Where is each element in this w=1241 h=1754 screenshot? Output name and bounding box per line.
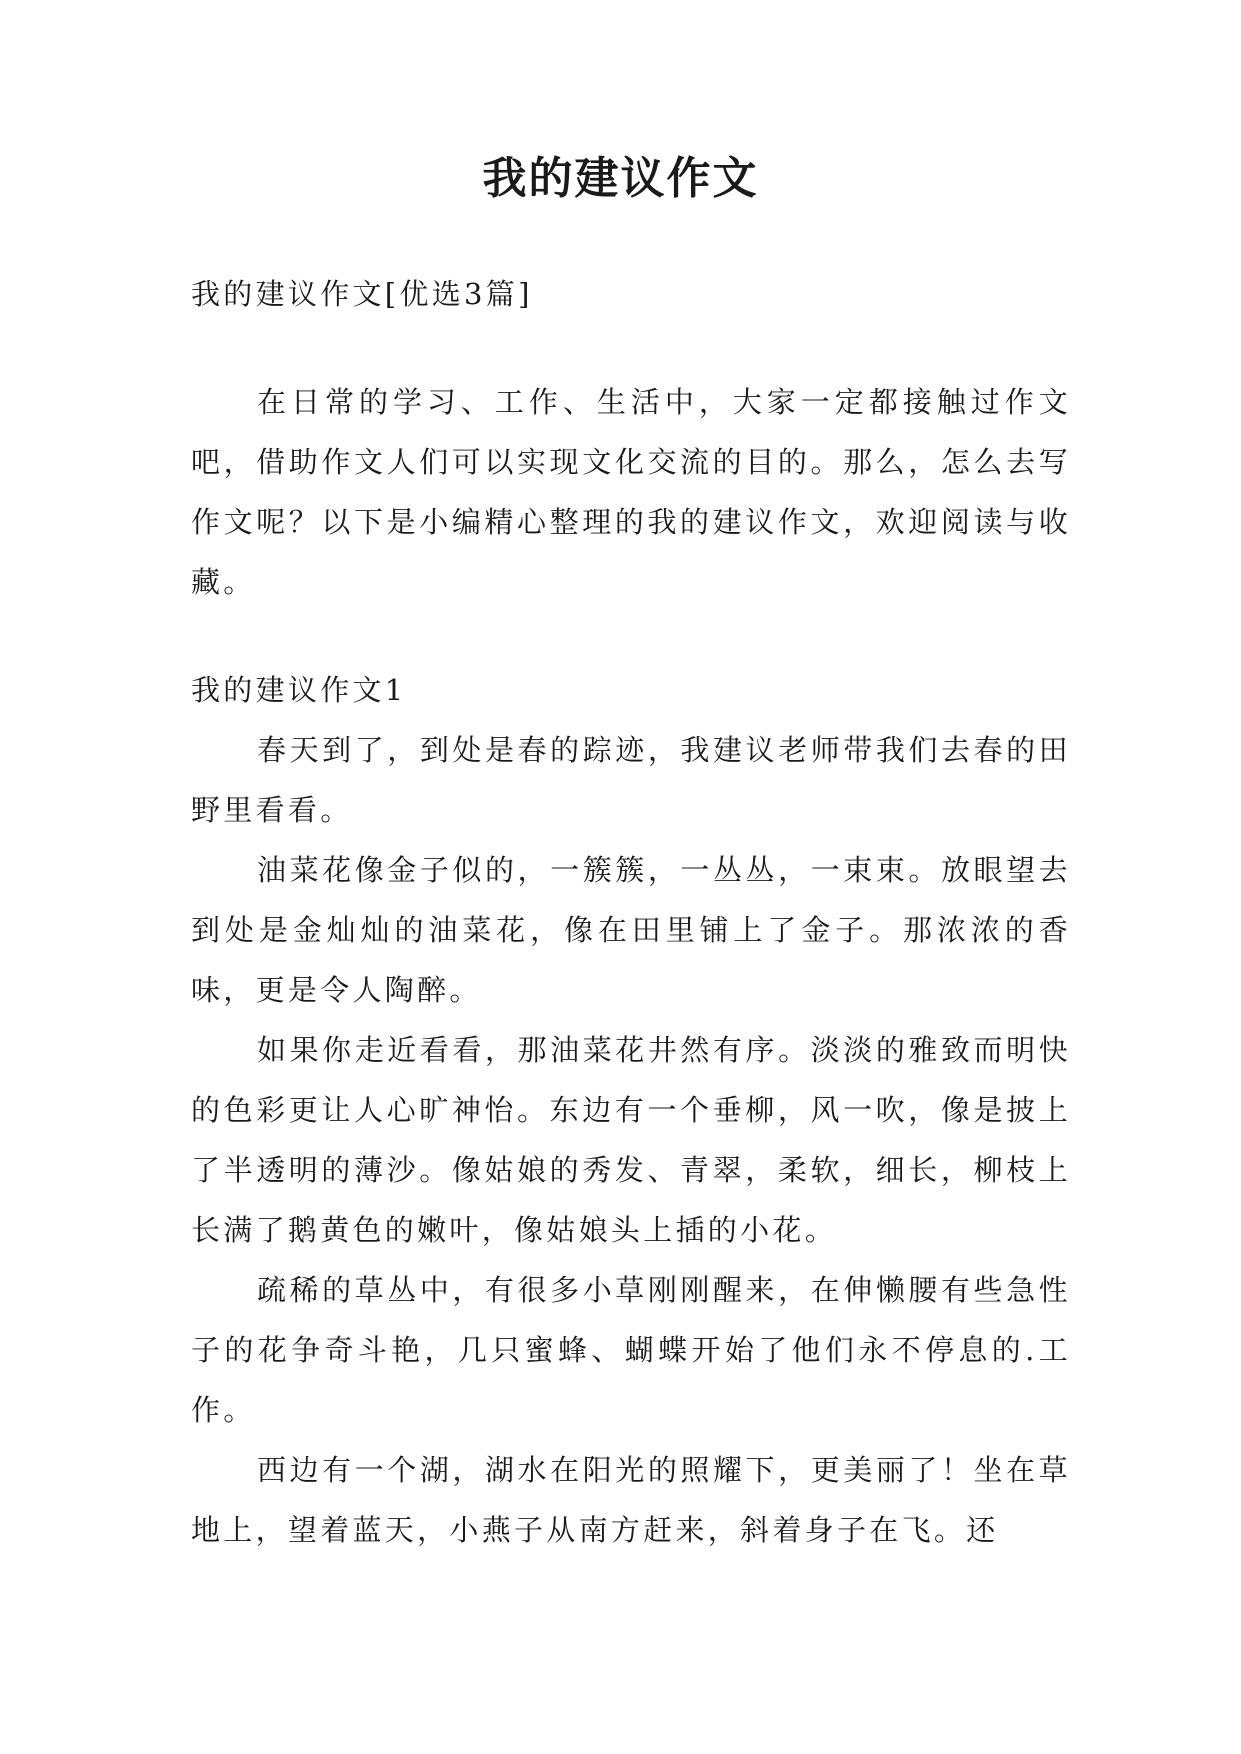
intro-paragraph: 在日常的学习、工作、生活中，大家一定都接触过作文吧，借助作文人们可以实现文化交流的目的。那么，怎么去写作文呢？以下是小编精心整理的我的建议作文，欢迎阅读与收藏。 [191,385,1071,599]
body-paragraph: 油菜花像金子似的，一簇簇，一丛丛，一束束。放眼望去到处是金灿灿的油菜花，像在田里铺上了金子。那浓浓的香味，更是令人陶醉。 [191,853,1071,1007]
body-paragraph: 春天到了，到处是春的踪迹，我建议老师带我们去春的田野里看看。 [191,733,1071,827]
document-body [191,264,1071,1560]
document-title: 我的建议作文 [482,153,759,204]
spacer [191,324,1071,372]
body-paragraph: 西边有一个湖，湖水在阳光的照耀下，更美丽了！坐在草地上，望着蓝天，小燕子从南方赶来，斜着身子在飞。还 [191,1453,1071,1547]
section-heading: 我的建议作文1 [191,673,407,707]
body-paragraph: 疏稀的草丛中，有很多小草刚刚醒来，在伸懒腰有些急性子的花争奇斗艳，几只蜜蜂、蝴蝶开始了他们永不停息的.工作。 [191,1273,1071,1427]
spacer [191,612,1071,660]
body-paragraph: 如果你走近看看，那油菜花井然有序。淡淡的雅致而明快的色彩更让人心旷神怡。东边有一个垂柳，风一吹，像是披上了半透明的薄沙。像姑娘的秀发、青翠，柔软，细长，柳枝上长满了鹅黄色的嫩叶，像姑娘头上插的小花。 [191,1033,1071,1247]
document-subtitle: 我的建议作文[优选3篇] [191,277,533,311]
